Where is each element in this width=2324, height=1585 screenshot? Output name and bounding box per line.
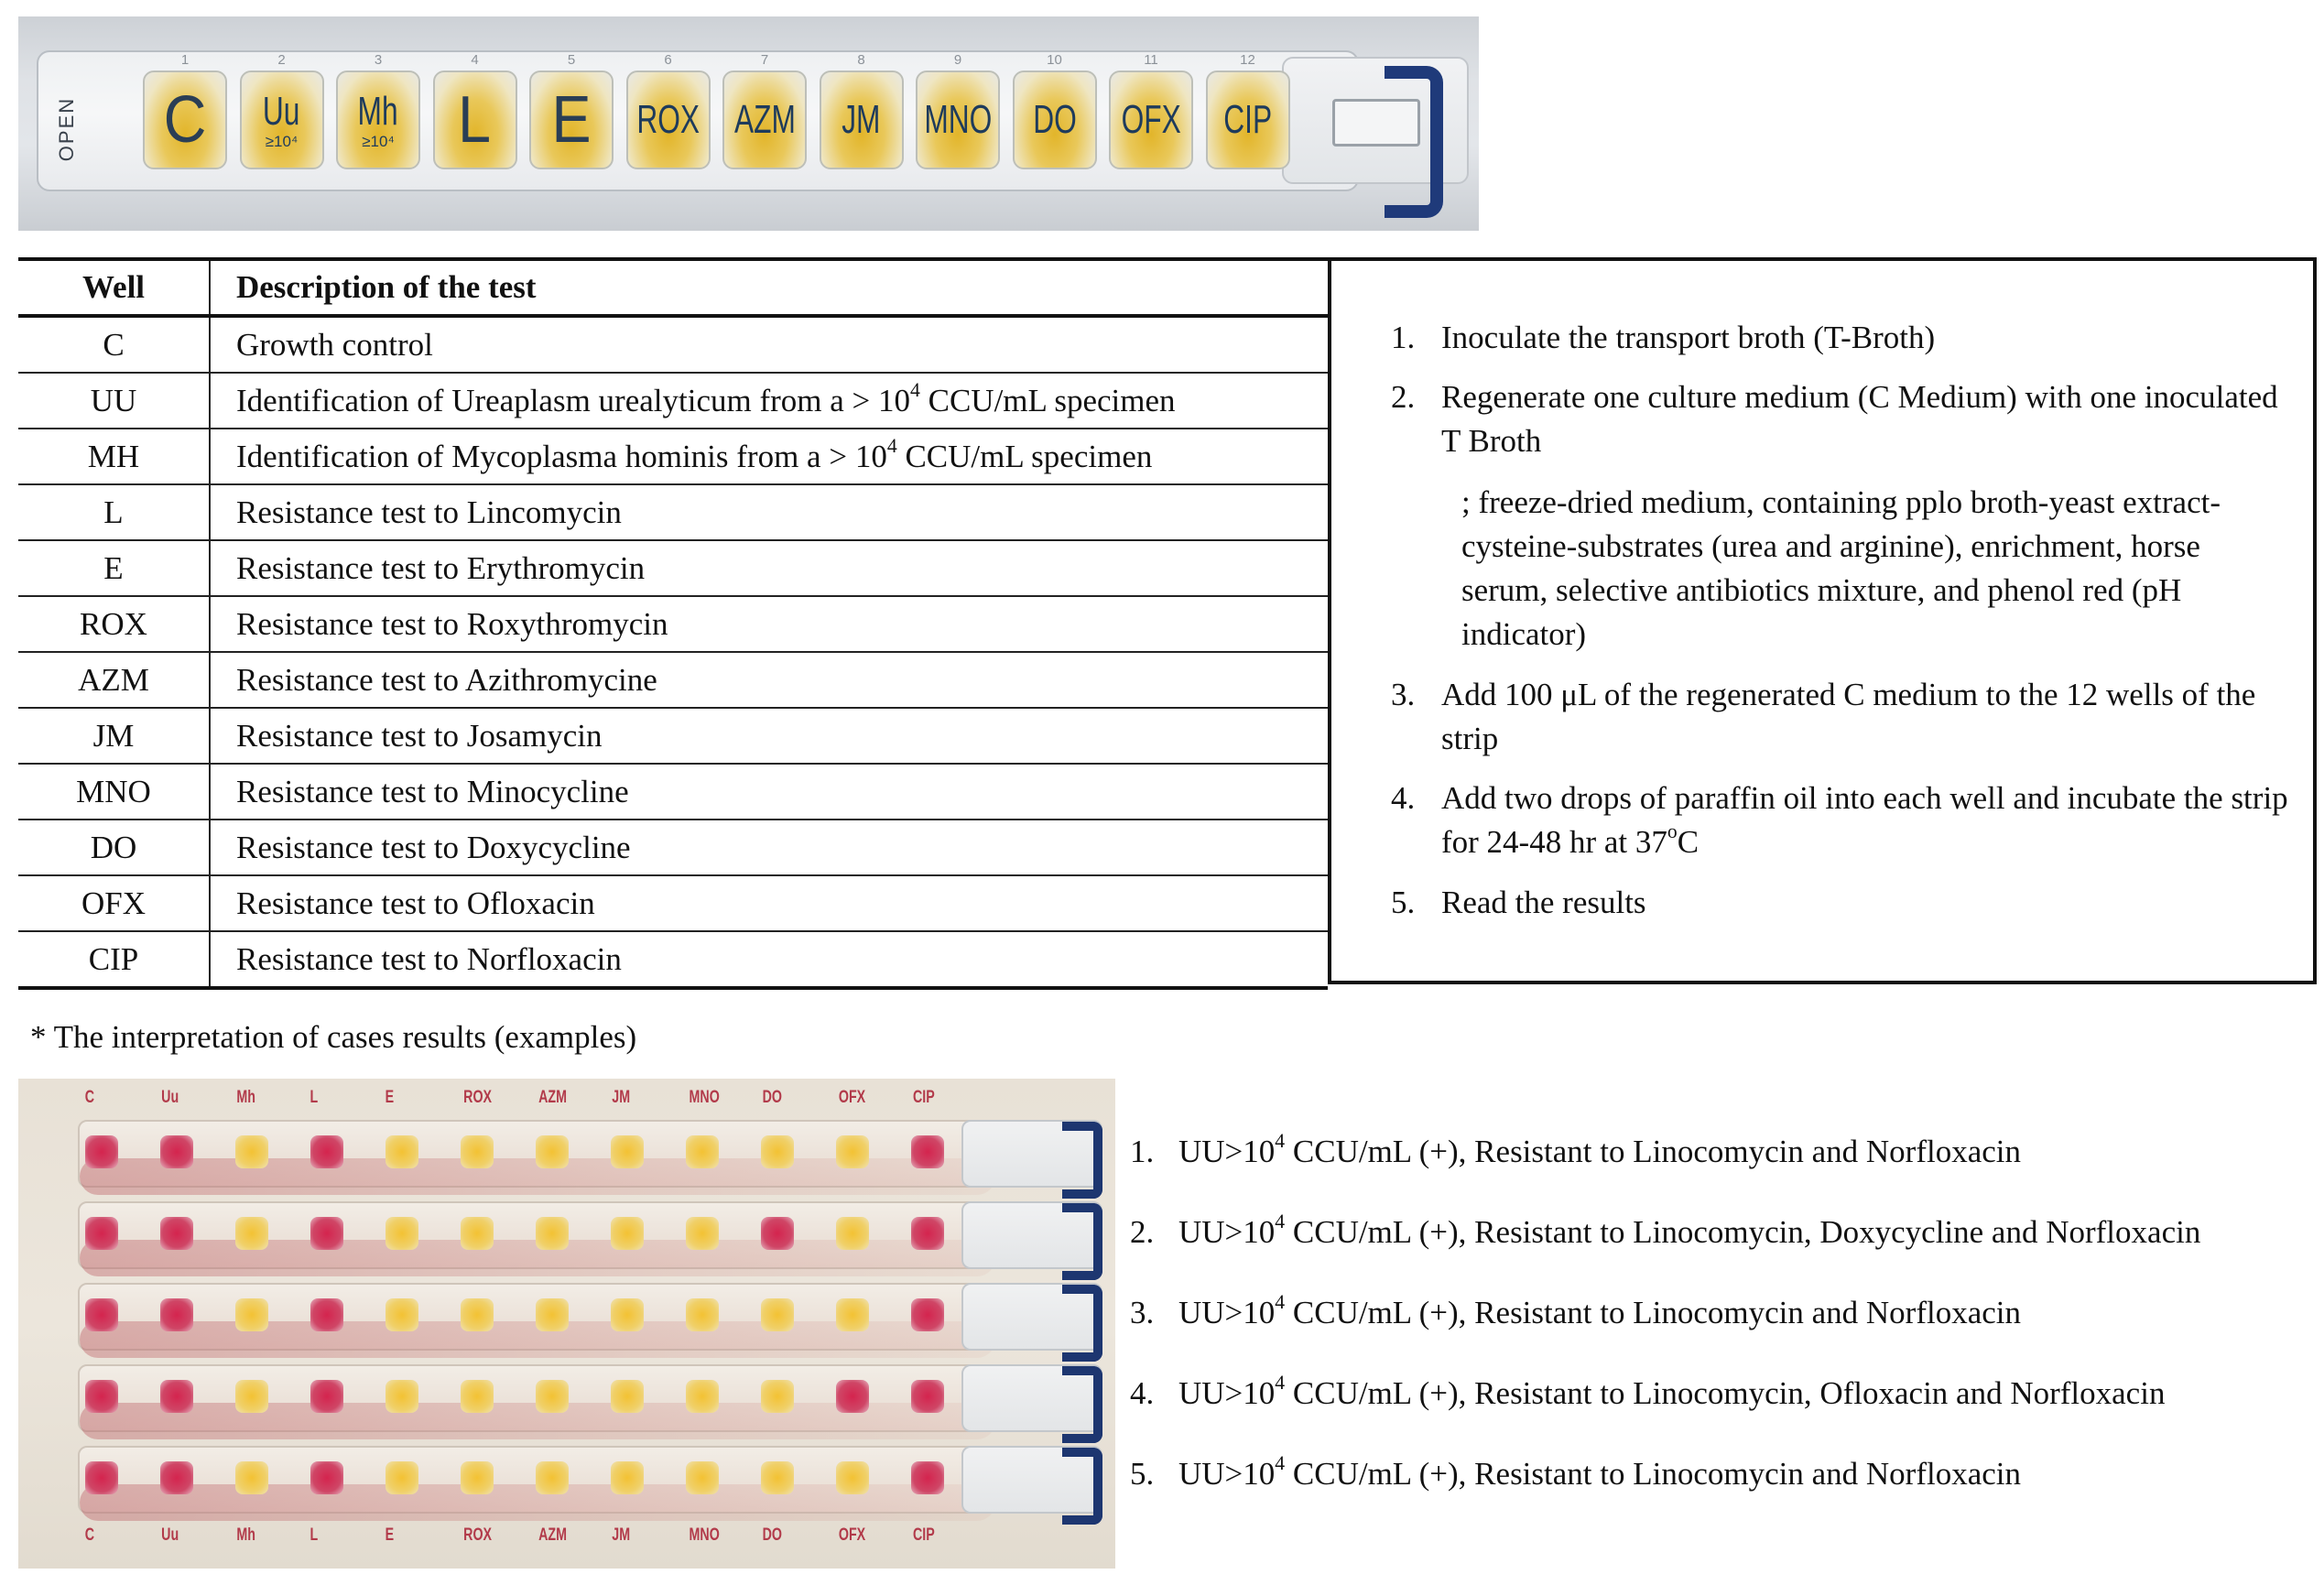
plate-label-bottom: JM [612,1525,631,1545]
well-yellow [235,1461,268,1494]
well-number: 5 [567,52,576,68]
well-red [911,1380,944,1413]
well-yellow [611,1461,644,1494]
well-yellow [461,1298,494,1331]
well-code-cell: CIP [18,931,210,988]
table-row [18,484,1328,540]
well-number: 11 [1144,52,1158,68]
well-yellow [536,1380,569,1413]
plate-label-bottom: CIP [912,1525,935,1545]
step-number: 4. [1391,780,1416,816]
well-label: CIP [1223,97,1272,142]
strip-well-jm [820,52,904,169]
well-yellow [686,1298,719,1331]
step-text-unit: C [1677,824,1700,860]
result-number: 2. [1130,1214,1155,1250]
result-number: 4. [1130,1375,1155,1411]
well-label: L [458,83,492,157]
well-yellow [686,1461,719,1494]
plate-photo [18,1079,1115,1569]
plate-label-bottom: OFX [838,1525,866,1545]
well-red [911,1461,944,1494]
table-row [18,820,1328,875]
step-number: 5. [1391,885,1416,920]
well-yellow [536,1135,569,1168]
well-yellow [235,1217,268,1250]
result-text: $UU>10^4$ CCU/mL (+), Resistant to Linocomycin, Ofloxacin and Norfloxacin [1178,1372,2166,1411]
well-yellow [461,1135,494,1168]
well-label: JM [842,97,881,142]
well-yellow [761,1298,794,1331]
well-number: 1 [180,52,190,68]
exponent: 4 [910,378,920,401]
well-yellow [235,1135,268,1168]
strip-bracket [1062,1122,1102,1199]
well-yellow [761,1380,794,1413]
well-number: 2 [277,52,286,68]
well-yellow [836,1461,869,1494]
plate-label-bottom: Uu [161,1525,179,1545]
strip-bracket [1062,1448,1102,1525]
well-yellow [761,1461,794,1494]
table-row [18,931,1328,988]
plate-label-top: AZM [538,1088,568,1107]
well-red [310,1135,343,1168]
well-red [85,1298,118,1331]
plate-label-bottom: C [84,1525,95,1545]
exponent: 4 [886,434,897,457]
strip-bracket [1062,1203,1102,1280]
well-yellow [386,1217,418,1250]
well-code-cell: UU [18,373,210,429]
plate-label-top: L [310,1088,319,1107]
interpretation-title: * The interpretation of cases results (examples) [30,1019,637,1055]
table-row [18,540,1328,596]
table-row [18,708,1328,764]
well-red [911,1217,944,1250]
step-text: Add 100 μL of the regenerated C medium to the 12 wells of the strip [1441,677,2256,756]
well-red [160,1461,193,1494]
well-red [160,1135,193,1168]
description-cell: Identification of Mycoplasma hominis from $a > 10^4$ CCU/mL specimen [210,429,1328,484]
table-row [18,429,1328,484]
well-label: MNO [924,97,992,142]
plate-label-top: ROX [463,1088,493,1107]
plate-label-top: OFX [838,1088,866,1107]
well-yellow [536,1461,569,1494]
strip-well-mh [336,52,420,169]
strip-well-ofx [1109,52,1193,169]
plate-label-bottom: DO [762,1525,782,1545]
well-label: DO [1032,97,1077,142]
well-number: 10 [1047,52,1062,68]
step-text: Inoculate the transport broth (T-Broth) [1441,320,1936,355]
well-yellow [686,1380,719,1413]
well-code-cell: AZM [18,652,210,708]
step-number: 3. [1391,677,1416,712]
plate-label-top: Mh [236,1088,256,1107]
well-red [85,1461,118,1494]
well-code-cell: MNO [18,764,210,820]
table-row [18,875,1328,931]
well-code-cell: DO [18,820,210,875]
degree-superscript: o [1667,820,1678,843]
plate-label-top: JM [612,1088,631,1107]
well-yellow [461,1380,494,1413]
well-yellow [686,1217,719,1250]
well-number: 6 [664,52,672,68]
result-text: $UU>10^4$ CCU/mL (+), Resistant to Linocomycin and Norfloxacin [1178,1130,2021,1169]
plate-label-top: DO [762,1088,782,1107]
well-code-cell: JM [18,708,210,764]
step-text: Read the results [1441,885,1646,920]
description-cell: Resistance test to Azithromycine [210,652,1328,708]
open-label: OPEN [55,96,78,162]
well-red [836,1380,869,1413]
plate-label-bottom: MNO [689,1525,720,1545]
well-red [160,1298,193,1331]
well-red [310,1298,343,1331]
table-row [18,652,1328,708]
well-threshold: ≥10⁴ [265,133,299,150]
description-cell: Resistance test to Norfloxacin [210,931,1328,988]
strip-well-azm [722,52,807,169]
description-cell: Resistance test to Minocycline [210,764,1328,820]
well-yellow [611,1217,644,1250]
description-cell: Resistance test to Erythromycin [210,540,1328,596]
well-label: C [163,83,207,157]
description-cell: Resistance test to Josamycin [210,708,1328,764]
well-code-cell: OFX [18,875,210,931]
well-yellow [386,1135,418,1168]
header-description: Description of the test [236,269,537,305]
result-number: 1. [1130,1134,1155,1169]
well-number: 7 [760,52,769,68]
well-label: OFX [1121,97,1181,142]
well-red [310,1461,343,1494]
well-yellow [836,1135,869,1168]
table-body [18,316,1328,988]
plate-label-bottom: Mh [236,1525,256,1545]
well-red [85,1380,118,1413]
well-table [18,257,1328,990]
plate-label-top: Uu [161,1088,179,1107]
well-yellow [386,1380,418,1413]
well-red [911,1135,944,1168]
result-number: 3. [1130,1295,1155,1330]
strip-well-l [433,52,517,169]
well-label: E [551,83,592,157]
well-red [85,1217,118,1250]
well-code-cell: L [18,484,210,540]
strip-well-mno [916,52,1000,169]
strip-bracket [1062,1285,1102,1362]
well-red [310,1217,343,1250]
strip-well-do [1013,52,1097,169]
well-number: 12 [1240,52,1255,68]
well-code-cell: ROX [18,596,210,652]
plate-label-bottom: ROX [463,1525,493,1545]
procedure-box [1328,257,2317,984]
table-row [18,596,1328,652]
well-label: Mh [357,89,399,134]
well-code-cell: C [18,316,210,373]
step-number: 2. [1391,379,1416,415]
result-number: 5. [1130,1456,1155,1492]
strip-bracket [1385,66,1443,218]
result-text: $UU>10^4$ CCU/mL (+), Resistant to Linocomycin and Norfloxacin [1178,1452,2021,1492]
description-cell: Resistance test to Roxythromycin [210,596,1328,652]
well-number: 8 [857,52,865,68]
table-row [18,373,1328,429]
well-yellow [611,1380,644,1413]
well-yellow [611,1135,644,1168]
step-note-text: ; freeze-dried medium, containing pplo broth-yeast extract-cysteine-substrates (urea and arginine), enrichment, horse serum, selective antibiotics mixture, and phenol red (pH indicator) [1461,484,2221,652]
well-yellow [235,1380,268,1413]
description-cell: Identification of Ureaplasm urealyticum from $a > 10^4$ CCU/mL specimen [210,373,1328,429]
strip-well-rox [626,52,711,169]
strip-bracket [1062,1366,1102,1443]
plate-label-bottom: L [310,1525,319,1545]
description-cell: Resistance test to Lincomycin [210,484,1328,540]
well-yellow [461,1461,494,1494]
well-red [85,1135,118,1168]
plate-label-top: C [84,1088,95,1107]
step-text [1441,776,2288,864]
strip-well-e [529,52,614,169]
well-red [160,1217,193,1250]
table-row [18,764,1328,820]
well-yellow [836,1298,869,1331]
plate-label-bottom: AZM [538,1525,568,1545]
well-yellow [536,1298,569,1331]
well-yellow [686,1135,719,1168]
well-label: Uu [263,89,300,134]
well-yellow [386,1461,418,1494]
header-well: Well [18,259,210,316]
well-red [310,1380,343,1413]
well-number: 9 [953,52,962,68]
well-code-cell: MH [18,429,210,484]
table-header-row [18,259,1328,316]
strip-well-c [143,52,227,169]
well-yellow [761,1135,794,1168]
step-text: Regenerate one culture medium (C Medium) with one inoculated T Broth [1441,379,2278,459]
well-yellow [235,1298,268,1331]
well-red [160,1380,193,1413]
well-number: 3 [374,52,383,68]
well-yellow [611,1298,644,1331]
well-threshold: ≥10⁴ [362,133,395,150]
table-row [18,316,1328,373]
plate-label-top: MNO [689,1088,720,1107]
plate-label-top: CIP [912,1088,935,1107]
plate-label-bottom: E [385,1525,395,1545]
well-label: ROX [636,97,700,142]
plate-label-top: E [385,1088,395,1107]
result-text: $UU>10^4$ CCU/mL (+), Resistant to Linocomycin and Norfloxacin [1178,1291,2021,1330]
strip-well-uu [240,52,324,169]
description-cell: Growth control [210,316,1328,373]
well-yellow [536,1217,569,1250]
well-number: 4 [471,52,479,68]
step-text-main: Add two drops of paraffin oil into each well and incubate the strip for 24-48 hr at 37 [1441,780,2288,860]
well-label: AZM [733,97,796,142]
well-yellow [836,1217,869,1250]
well-code-cell: E [18,540,210,596]
well-red [761,1217,794,1250]
well-yellow [386,1298,418,1331]
description-cell: Resistance test to Ofloxacin [210,875,1328,931]
description-cell: Resistance test to Doxycycline [210,820,1328,875]
result-text: $UU>10^4$ CCU/mL (+), Resistant to Linocomycin, Doxycycline and Norfloxacin [1178,1210,2201,1250]
strip-well-cip [1206,52,1290,169]
step-number: 1. [1391,320,1416,355]
well-yellow [461,1217,494,1250]
well-red [911,1298,944,1331]
